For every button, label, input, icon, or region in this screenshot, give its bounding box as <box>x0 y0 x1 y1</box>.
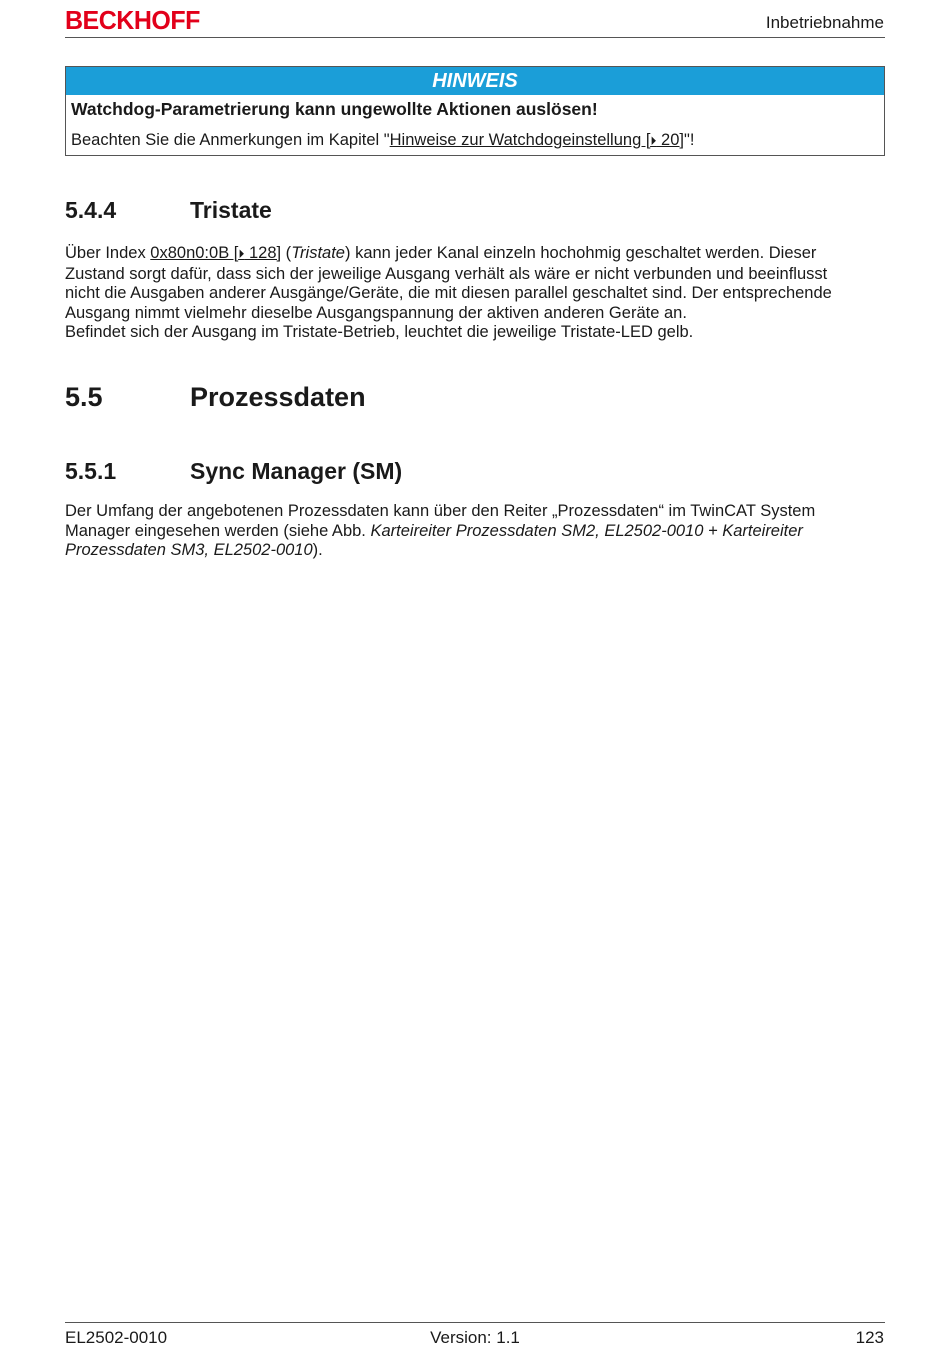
figure-reference: Prozessdaten SM3, EL2502-0010 <box>65 541 313 560</box>
section-title-tristate: Tristate <box>190 197 272 223</box>
notice-title: Watchdog-Parametrierung kann ungewollte Aktionen auslösen! <box>71 99 598 119</box>
header-divider <box>65 37 885 38</box>
line-rest: ) kann jeder Kanal einzeln hochohmig geschaltet werden. Dieser <box>344 244 817 262</box>
footer-divider <box>65 1322 885 1323</box>
watchdog-settings-link[interactable] <box>390 131 684 149</box>
link-text: Hinweise zur Watchdogeinstellung [ <box>389 131 651 149</box>
link-arrow-icon: ⏵ <box>650 134 657 148</box>
section-title-sync-manager: Sync Manager (SM) <box>190 458 403 484</box>
index-link[interactable] <box>150 244 281 262</box>
paren-open: ( <box>281 244 292 262</box>
notice-body <box>71 131 694 150</box>
footer-page-number: 123 <box>855 1328 884 1347</box>
notice-label: HINWEIS <box>66 67 884 95</box>
beckhoff-logo: BECKHOFF <box>65 6 200 36</box>
paragraph-line: Ausgang nimmt vielmehr dieselbe Ausgangspannung der aktiven anderen Geräte an. <box>65 303 687 322</box>
line-plain: Manager eingesehen werden (siehe Abb. <box>65 521 371 540</box>
paragraph-line: Zustand sorgt dafür, dass sich der jeweilige Ausgang verhält als wäre er nicht verbunden und beeinflusst <box>65 264 828 283</box>
line-plain: ). <box>312 541 323 560</box>
notice-box <box>65 66 885 156</box>
link-arrow-icon: ⏵ <box>238 247 245 261</box>
index-page: 128] <box>244 244 282 262</box>
notice-body-suffix: "! <box>683 131 695 149</box>
tristate-paragraph <box>65 244 885 343</box>
chapter-title: Inbetriebnahme <box>765 13 884 32</box>
sync-manager-paragraph <box>65 502 885 561</box>
footer-version: Version: 1.1 <box>430 1328 520 1347</box>
notice-body-prefix: Beachten Sie die Anmerkungen im Kapitel " <box>71 131 390 149</box>
section-title-prozessdaten: Prozessdaten <box>190 382 366 412</box>
section-number-551: 5.5.1 <box>65 458 117 484</box>
paragraph-line <box>65 541 885 561</box>
section-number-544: 5.4.4 <box>65 197 117 223</box>
paragraph-line <box>65 244 885 265</box>
link-page: 20] <box>656 131 684 149</box>
text-prefix: Über Index <box>65 244 151 262</box>
paragraph-line <box>65 522 885 542</box>
italic-term: Tristate <box>291 244 345 262</box>
section-number-55: 5.5 <box>65 382 103 412</box>
index-text: 0x80n0:0B [ <box>150 244 239 262</box>
footer-product: EL2502-0010 <box>65 1328 168 1347</box>
paragraph-line: Befindet sich der Ausgang im Tristate-Betrieb, leuchtet die jeweilige Tristate-LED gelb. <box>65 323 694 342</box>
paragraph-line: Der Umfang der angebotenen Prozessdaten kann über den Reiter „Prozessdaten“ im TwinCAT System <box>65 502 816 520</box>
paragraph-line: nicht die Ausgaben anderer Ausgänge/Geräte, die mit diesen parallel geschaltet sind. Der entsprechende <box>65 284 832 303</box>
figure-reference: Karteireiter Prozessdaten SM2, EL2502-0010 + Karteireiter <box>370 521 803 540</box>
